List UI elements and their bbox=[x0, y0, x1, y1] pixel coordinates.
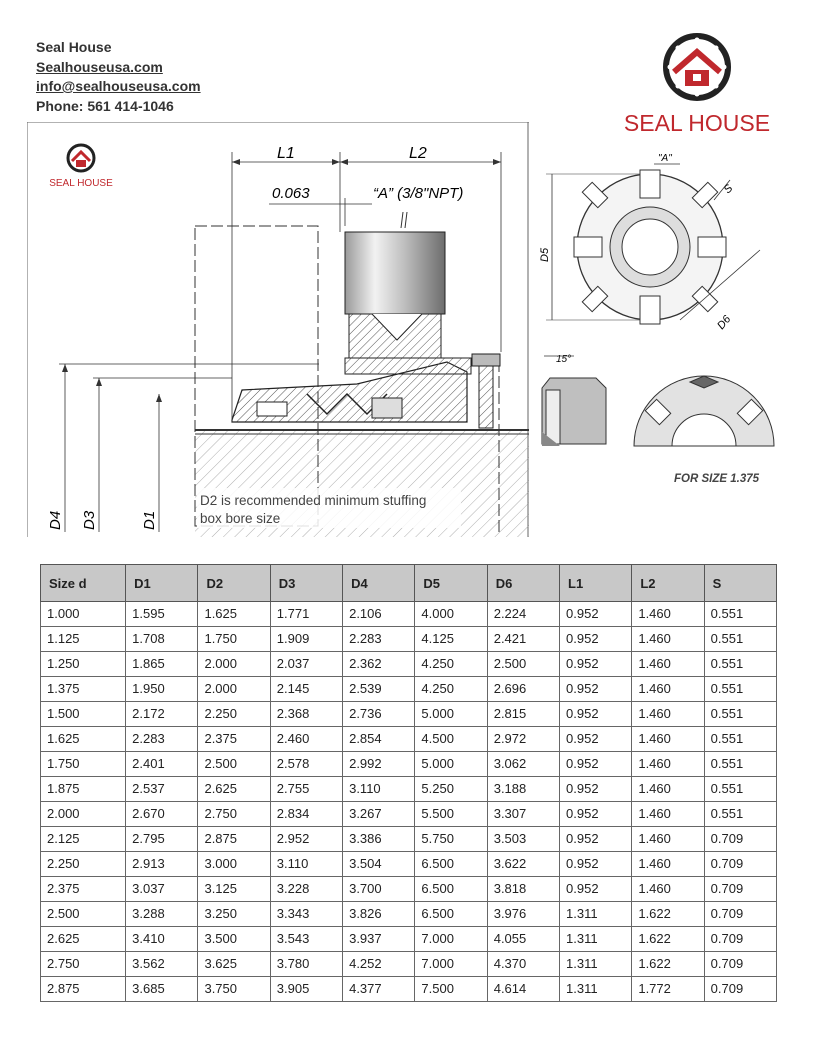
table-cell: 4.000 bbox=[415, 602, 487, 627]
table-cell: 2.952 bbox=[270, 827, 342, 852]
table-cell: 1.771 bbox=[270, 602, 342, 627]
l2-label: L2 bbox=[409, 145, 427, 162]
table-cell: 2.000 bbox=[41, 802, 126, 827]
table-cell: 0.952 bbox=[560, 752, 632, 777]
table-cell: 0.709 bbox=[704, 952, 776, 977]
table-cell: 1.622 bbox=[632, 927, 704, 952]
table-cell: 1.750 bbox=[41, 752, 126, 777]
table-body bbox=[41, 602, 777, 1002]
column-header: L1 bbox=[560, 565, 632, 602]
table-cell: 2.000 bbox=[198, 652, 270, 677]
table-cell: 1.865 bbox=[126, 652, 198, 677]
table-cell: 2.250 bbox=[41, 852, 126, 877]
table-cell: 3.504 bbox=[343, 852, 415, 877]
table-cell: 2.125 bbox=[41, 827, 126, 852]
table-cell: 7.000 bbox=[415, 952, 487, 977]
table-cell: 3.625 bbox=[198, 952, 270, 977]
table-row bbox=[41, 727, 777, 752]
plug-side-view bbox=[542, 354, 606, 446]
table-cell: 5.750 bbox=[415, 827, 487, 852]
table-cell: 1.460 bbox=[632, 677, 704, 702]
email-link[interactable]: info@sealhouseusa.com bbox=[36, 78, 201, 94]
table-cell: 1.708 bbox=[126, 627, 198, 652]
phone-text: Phone: 561 414-1046 bbox=[36, 97, 174, 114]
drawing-logo-text: SEAL HOUSE bbox=[49, 178, 113, 189]
table-row bbox=[41, 652, 777, 677]
table-cell: 3.307 bbox=[487, 802, 559, 827]
table-cell: 3.110 bbox=[270, 852, 342, 877]
seal-house-logo bbox=[600, 30, 795, 140]
table-cell: 2.625 bbox=[198, 777, 270, 802]
drawing-logo bbox=[49, 145, 113, 189]
table-cell: 1.460 bbox=[632, 877, 704, 902]
table-cell: 0.709 bbox=[704, 852, 776, 877]
table-row bbox=[41, 952, 777, 977]
table-cell: 1.909 bbox=[270, 627, 342, 652]
table-cell: 3.780 bbox=[270, 952, 342, 977]
table-cell: 3.228 bbox=[270, 877, 342, 902]
table-cell: 4.370 bbox=[487, 952, 559, 977]
table-cell: 2.375 bbox=[41, 877, 126, 902]
table-cell: 3.410 bbox=[126, 927, 198, 952]
table-row bbox=[41, 902, 777, 927]
table-cell: 1.460 bbox=[632, 702, 704, 727]
table-row bbox=[41, 777, 777, 802]
table-cell: 0.551 bbox=[704, 727, 776, 752]
table-cell: 1.250 bbox=[41, 652, 126, 677]
table-row bbox=[41, 702, 777, 727]
table-cell: 2.421 bbox=[487, 627, 559, 652]
table-cell: 2.834 bbox=[270, 802, 342, 827]
table-row bbox=[41, 852, 777, 877]
table-cell: 0.952 bbox=[560, 602, 632, 627]
table-cell: 1.311 bbox=[560, 952, 632, 977]
column-header: D3 bbox=[270, 565, 342, 602]
d4-label: D4 bbox=[47, 510, 64, 530]
table-cell: 1.460 bbox=[632, 777, 704, 802]
table-cell: 0.551 bbox=[704, 702, 776, 727]
d1-label: D1 bbox=[141, 510, 158, 530]
table-cell: 4.252 bbox=[343, 952, 415, 977]
table-cell: 1.500 bbox=[41, 702, 126, 727]
table-cell: 7.500 bbox=[415, 977, 487, 1002]
company-name: Seal House bbox=[36, 39, 112, 55]
port-label: “A” (3/8"NPT) bbox=[373, 185, 464, 202]
table-cell: 2.750 bbox=[41, 952, 126, 977]
table-cell: 2.875 bbox=[198, 827, 270, 852]
angle-label: 15° bbox=[556, 354, 572, 365]
table-cell: 1.460 bbox=[632, 752, 704, 777]
table-cell: 3.000 bbox=[198, 852, 270, 877]
table-row bbox=[41, 977, 777, 1002]
table-cell: 4.250 bbox=[415, 652, 487, 677]
table-cell: 2.750 bbox=[198, 802, 270, 827]
table-cell: 6.500 bbox=[415, 877, 487, 902]
table-cell: 2.913 bbox=[126, 852, 198, 877]
table-row bbox=[41, 827, 777, 852]
gland-half-section bbox=[634, 376, 774, 446]
table-cell: 3.110 bbox=[343, 777, 415, 802]
table-cell: 3.062 bbox=[487, 752, 559, 777]
table-cell: 0.952 bbox=[560, 652, 632, 677]
table-cell: 3.343 bbox=[270, 902, 342, 927]
table-cell: 1.622 bbox=[632, 902, 704, 927]
table-cell: 0.952 bbox=[560, 802, 632, 827]
table-cell: 0.952 bbox=[560, 677, 632, 702]
table-cell: 1.311 bbox=[560, 927, 632, 952]
note-line-1: D2 is recommended minimum stuffing bbox=[200, 493, 427, 508]
table-cell: 2.375 bbox=[198, 727, 270, 752]
table-cell: 0.551 bbox=[704, 752, 776, 777]
table-cell: 1.000 bbox=[41, 602, 126, 627]
logo-text: SEAL HOUSE bbox=[623, 110, 771, 136]
table-cell: 1.950 bbox=[126, 677, 198, 702]
table-cell: 3.700 bbox=[343, 877, 415, 902]
table-cell: 3.543 bbox=[270, 927, 342, 952]
table-cell: 0.709 bbox=[704, 877, 776, 902]
column-header: D5 bbox=[415, 565, 487, 602]
table-cell: 1.595 bbox=[126, 602, 198, 627]
table-row bbox=[41, 627, 777, 652]
table-cell: 0.551 bbox=[704, 652, 776, 677]
gland-plate-figures bbox=[530, 150, 816, 490]
table-row bbox=[41, 802, 777, 827]
table-cell: 0.551 bbox=[704, 627, 776, 652]
table-cell: 3.905 bbox=[270, 977, 342, 1002]
table-cell: 1.772 bbox=[632, 977, 704, 1002]
table-cell: 2.539 bbox=[343, 677, 415, 702]
table-cell: 1.625 bbox=[41, 727, 126, 752]
table-cell: 0.952 bbox=[560, 827, 632, 852]
d3-label: D3 bbox=[81, 510, 98, 530]
table-cell: 0.709 bbox=[704, 977, 776, 1002]
dimension-table bbox=[40, 564, 777, 1002]
a-label: "A" bbox=[658, 153, 672, 164]
table-cell: 3.685 bbox=[126, 977, 198, 1002]
note-line-2: box bore size bbox=[200, 511, 281, 526]
table-cell: 0.551 bbox=[704, 602, 776, 627]
table-cell: 1.460 bbox=[632, 602, 704, 627]
column-header: D1 bbox=[126, 565, 198, 602]
table-cell: 0.952 bbox=[560, 877, 632, 902]
table-cell: 2.250 bbox=[198, 702, 270, 727]
gland-front-view bbox=[539, 153, 760, 332]
table-cell: 1.460 bbox=[632, 827, 704, 852]
table-cell: 3.188 bbox=[487, 777, 559, 802]
table-cell: 1.875 bbox=[41, 777, 126, 802]
table-cell: 1.311 bbox=[560, 902, 632, 927]
l1-label: L1 bbox=[277, 145, 295, 162]
table-row bbox=[41, 602, 777, 627]
table-cell: 0.952 bbox=[560, 627, 632, 652]
table-cell: 2.172 bbox=[126, 702, 198, 727]
table-cell: 3.288 bbox=[126, 902, 198, 927]
table-cell: 2.854 bbox=[343, 727, 415, 752]
table-cell: 3.503 bbox=[487, 827, 559, 852]
table-cell: 2.106 bbox=[343, 602, 415, 627]
table-cell: 5.250 bbox=[415, 777, 487, 802]
table-cell: 2.875 bbox=[41, 977, 126, 1002]
table-cell: 2.224 bbox=[487, 602, 559, 627]
table-cell: 5.000 bbox=[415, 752, 487, 777]
table-cell: 2.537 bbox=[126, 777, 198, 802]
table-cell: 2.145 bbox=[270, 677, 342, 702]
s-label: S bbox=[721, 182, 736, 197]
table-cell: 1.125 bbox=[41, 627, 126, 652]
table-row bbox=[41, 927, 777, 952]
table-cell: 4.055 bbox=[487, 927, 559, 952]
table-cell: 2.460 bbox=[270, 727, 342, 752]
table-cell: 2.992 bbox=[343, 752, 415, 777]
table-cell: 3.976 bbox=[487, 902, 559, 927]
table-cell: 3.250 bbox=[198, 902, 270, 927]
table-cell: 3.750 bbox=[198, 977, 270, 1002]
table-cell: 2.368 bbox=[270, 702, 342, 727]
table-cell: 2.815 bbox=[487, 702, 559, 727]
table-cell: 3.386 bbox=[343, 827, 415, 852]
table-cell: 3.826 bbox=[343, 902, 415, 927]
table-cell: 3.622 bbox=[487, 852, 559, 877]
table-cell: 5.000 bbox=[415, 702, 487, 727]
table-cell: 3.937 bbox=[343, 927, 415, 952]
d5-label: D5 bbox=[539, 247, 551, 262]
table-row bbox=[41, 677, 777, 702]
contact-block bbox=[36, 38, 201, 116]
table-cell: 2.670 bbox=[126, 802, 198, 827]
column-header: D4 bbox=[343, 565, 415, 602]
table-cell: 3.037 bbox=[126, 877, 198, 902]
table-cell: 0.709 bbox=[704, 927, 776, 952]
column-header: D6 bbox=[487, 565, 559, 602]
table-cell: 0.952 bbox=[560, 852, 632, 877]
table-cell: 0.952 bbox=[560, 702, 632, 727]
table-cell: 0.709 bbox=[704, 902, 776, 927]
table-cell: 3.818 bbox=[487, 877, 559, 902]
table-cell: 1.622 bbox=[632, 952, 704, 977]
table-cell: 2.500 bbox=[41, 902, 126, 927]
table-cell: 1.750 bbox=[198, 627, 270, 652]
seal-cross-section-drawing bbox=[27, 122, 529, 537]
table-cell: 0.952 bbox=[560, 727, 632, 752]
table-cell: 4.614 bbox=[487, 977, 559, 1002]
column-header: Size d bbox=[41, 565, 126, 602]
table-cell: 0.952 bbox=[560, 777, 632, 802]
table-cell: 1.311 bbox=[560, 977, 632, 1002]
table-cell: 1.460 bbox=[632, 652, 704, 677]
gap-label: 0.063 bbox=[272, 185, 310, 202]
table-cell: 2.578 bbox=[270, 752, 342, 777]
table-cell: 2.037 bbox=[270, 652, 342, 677]
table-cell: 4.250 bbox=[415, 677, 487, 702]
table-cell: 2.362 bbox=[343, 652, 415, 677]
table-cell: 3.125 bbox=[198, 877, 270, 902]
table-cell: 2.736 bbox=[343, 702, 415, 727]
table-cell: 5.500 bbox=[415, 802, 487, 827]
table-row bbox=[41, 752, 777, 777]
table-cell: 0.551 bbox=[704, 802, 776, 827]
column-header: L2 bbox=[632, 565, 704, 602]
table-cell: 2.401 bbox=[126, 752, 198, 777]
table-cell: 0.551 bbox=[704, 777, 776, 802]
table-cell: 1.460 bbox=[632, 727, 704, 752]
table-header-row bbox=[41, 565, 777, 602]
table-cell: 6.500 bbox=[415, 902, 487, 927]
table-cell: 4.377 bbox=[343, 977, 415, 1002]
table-cell: 1.375 bbox=[41, 677, 126, 702]
table-cell: 2.696 bbox=[487, 677, 559, 702]
table-cell: 1.460 bbox=[632, 627, 704, 652]
table-cell: 6.500 bbox=[415, 852, 487, 877]
table-cell: 1.460 bbox=[632, 852, 704, 877]
table-cell: 2.625 bbox=[41, 927, 126, 952]
table-cell: 3.562 bbox=[126, 952, 198, 977]
table-cell: 2.283 bbox=[126, 727, 198, 752]
table-cell: 2.283 bbox=[343, 627, 415, 652]
d6-label: D6 bbox=[715, 313, 734, 332]
table-cell: 1.625 bbox=[198, 602, 270, 627]
table-cell: 4.125 bbox=[415, 627, 487, 652]
website-link[interactable]: Sealhouseusa.com bbox=[36, 58, 163, 75]
table-cell: 7.000 bbox=[415, 927, 487, 952]
table-cell: 0.709 bbox=[704, 827, 776, 852]
table-cell: 2.000 bbox=[198, 677, 270, 702]
column-header: D2 bbox=[198, 565, 270, 602]
table-cell: 2.755 bbox=[270, 777, 342, 802]
table-cell: 1.460 bbox=[632, 802, 704, 827]
table-cell: 2.500 bbox=[198, 752, 270, 777]
table-row bbox=[41, 877, 777, 902]
table-cell: 3.500 bbox=[198, 927, 270, 952]
column-header: S bbox=[704, 565, 776, 602]
table-cell: 2.500 bbox=[487, 652, 559, 677]
table-cell: 3.267 bbox=[343, 802, 415, 827]
table-cell: 2.972 bbox=[487, 727, 559, 752]
table-cell: 0.551 bbox=[704, 677, 776, 702]
table-cell: 4.500 bbox=[415, 727, 487, 752]
size-caption: FOR SIZE 1.375 bbox=[674, 473, 760, 485]
table-cell: 2.795 bbox=[126, 827, 198, 852]
